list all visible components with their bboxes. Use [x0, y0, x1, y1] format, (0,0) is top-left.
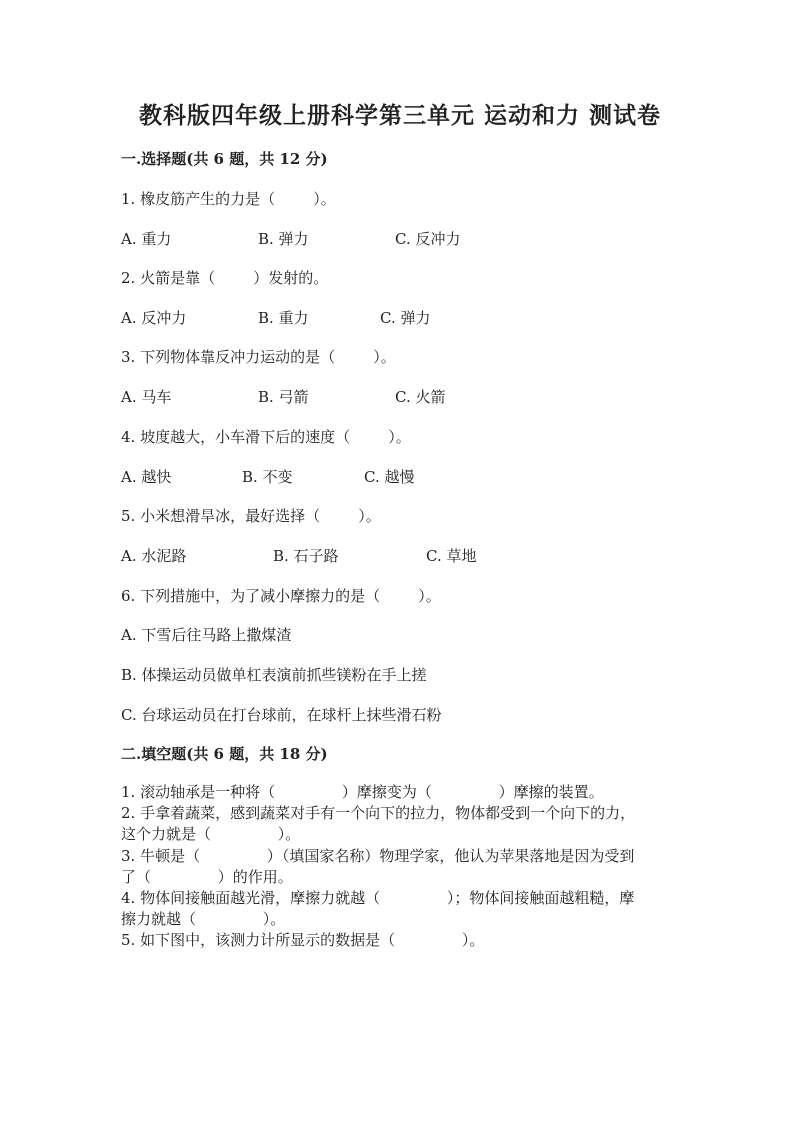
question-6-option-c: C. 台球运动员在打台球前，在球杆上抹些滑石粉 — [121, 706, 442, 724]
question-5-stem: 5. 小米想滑旱冰，最好选择（ ）。 — [121, 507, 381, 525]
fill-blank-line-1: 1. 滚动轴承是一种将（ ）摩擦变为（ ）摩擦的装置。 — [121, 783, 604, 801]
question-4-stem: 4. 坡度越大，小车滑下后的速度（ ）。 — [121, 428, 411, 446]
question-1-option-c: C. 反冲力 — [395, 230, 461, 248]
fill-blank-line-7: 擦力就越（ ）。 — [121, 910, 286, 928]
question-2-option-c: C. 弹力 — [380, 309, 431, 327]
section-2-heading: 二.填空题(共 6 题，共 18 分) — [121, 745, 328, 763]
question-3-option-a: A. 马车 — [121, 388, 172, 406]
section-1-heading: 一.选择题(共 6 题，共 12 分) — [121, 150, 328, 168]
question-6-stem: 6. 下列措施中，为了减小摩擦力的是（ ）。 — [121, 587, 441, 605]
question-2-stem: 2. 火箭是靠（ ）发射的。 — [121, 269, 329, 287]
question-1-option-a: A. 重力 — [121, 230, 172, 248]
question-4-option-b: B. 不变 — [242, 468, 293, 486]
fill-blank-line-6: 4. 物体间接触面越光滑，摩擦力就越（ ）；物体间接触面越粗糙，摩 — [121, 889, 635, 907]
question-3-option-b: B. 弓箭 — [258, 388, 309, 406]
question-4-option-a: A. 越快 — [121, 468, 172, 486]
question-6-option-b: B. 体操运动员做单杠表演前抓些镁粉在手上搓 — [121, 666, 427, 684]
question-4-option-c: C. 越慢 — [364, 468, 415, 486]
page-title: 教科版四年级上册科学第三单元 运动和力 测试卷 — [138, 102, 661, 129]
question-1-stem: 1. 橡皮筋产生的力是（ ）。 — [121, 190, 336, 208]
question-5-option-a: A. 水泥路 — [121, 547, 187, 565]
fill-blank-line-8: 5. 如下图中，该测力计所显示的数据是（ ）。 — [121, 931, 485, 949]
question-2-option-a: A. 反冲力 — [121, 309, 187, 327]
fill-blank-line-5: 了（ ）的作用。 — [121, 868, 293, 886]
fill-blank-line-4: 3. 牛顿是（ ）（填国家名称）物理学家，他认为苹果落地是因为受到 — [121, 847, 635, 865]
question-1-option-b: B. 弹力 — [258, 230, 309, 248]
fill-blank-line-3: 这个力就是（ ）。 — [121, 825, 301, 843]
question-2-option-b: B. 重力 — [258, 309, 309, 327]
question-3-stem: 3. 下列物体靠反冲力运动的是（ ）。 — [121, 348, 396, 366]
fill-blank-line-2: 2. 手拿着蔬菜，感到蔬菜对手有一个向下的拉力，物体都受到一个向下的力， — [121, 804, 636, 822]
question-6-option-a: A. 下雪后往马路上撒煤渣 — [121, 626, 292, 644]
question-5-option-c: C. 草地 — [426, 547, 477, 565]
question-3-option-c: C. 火箭 — [395, 388, 446, 406]
question-5-option-b: B. 石子路 — [273, 547, 339, 565]
